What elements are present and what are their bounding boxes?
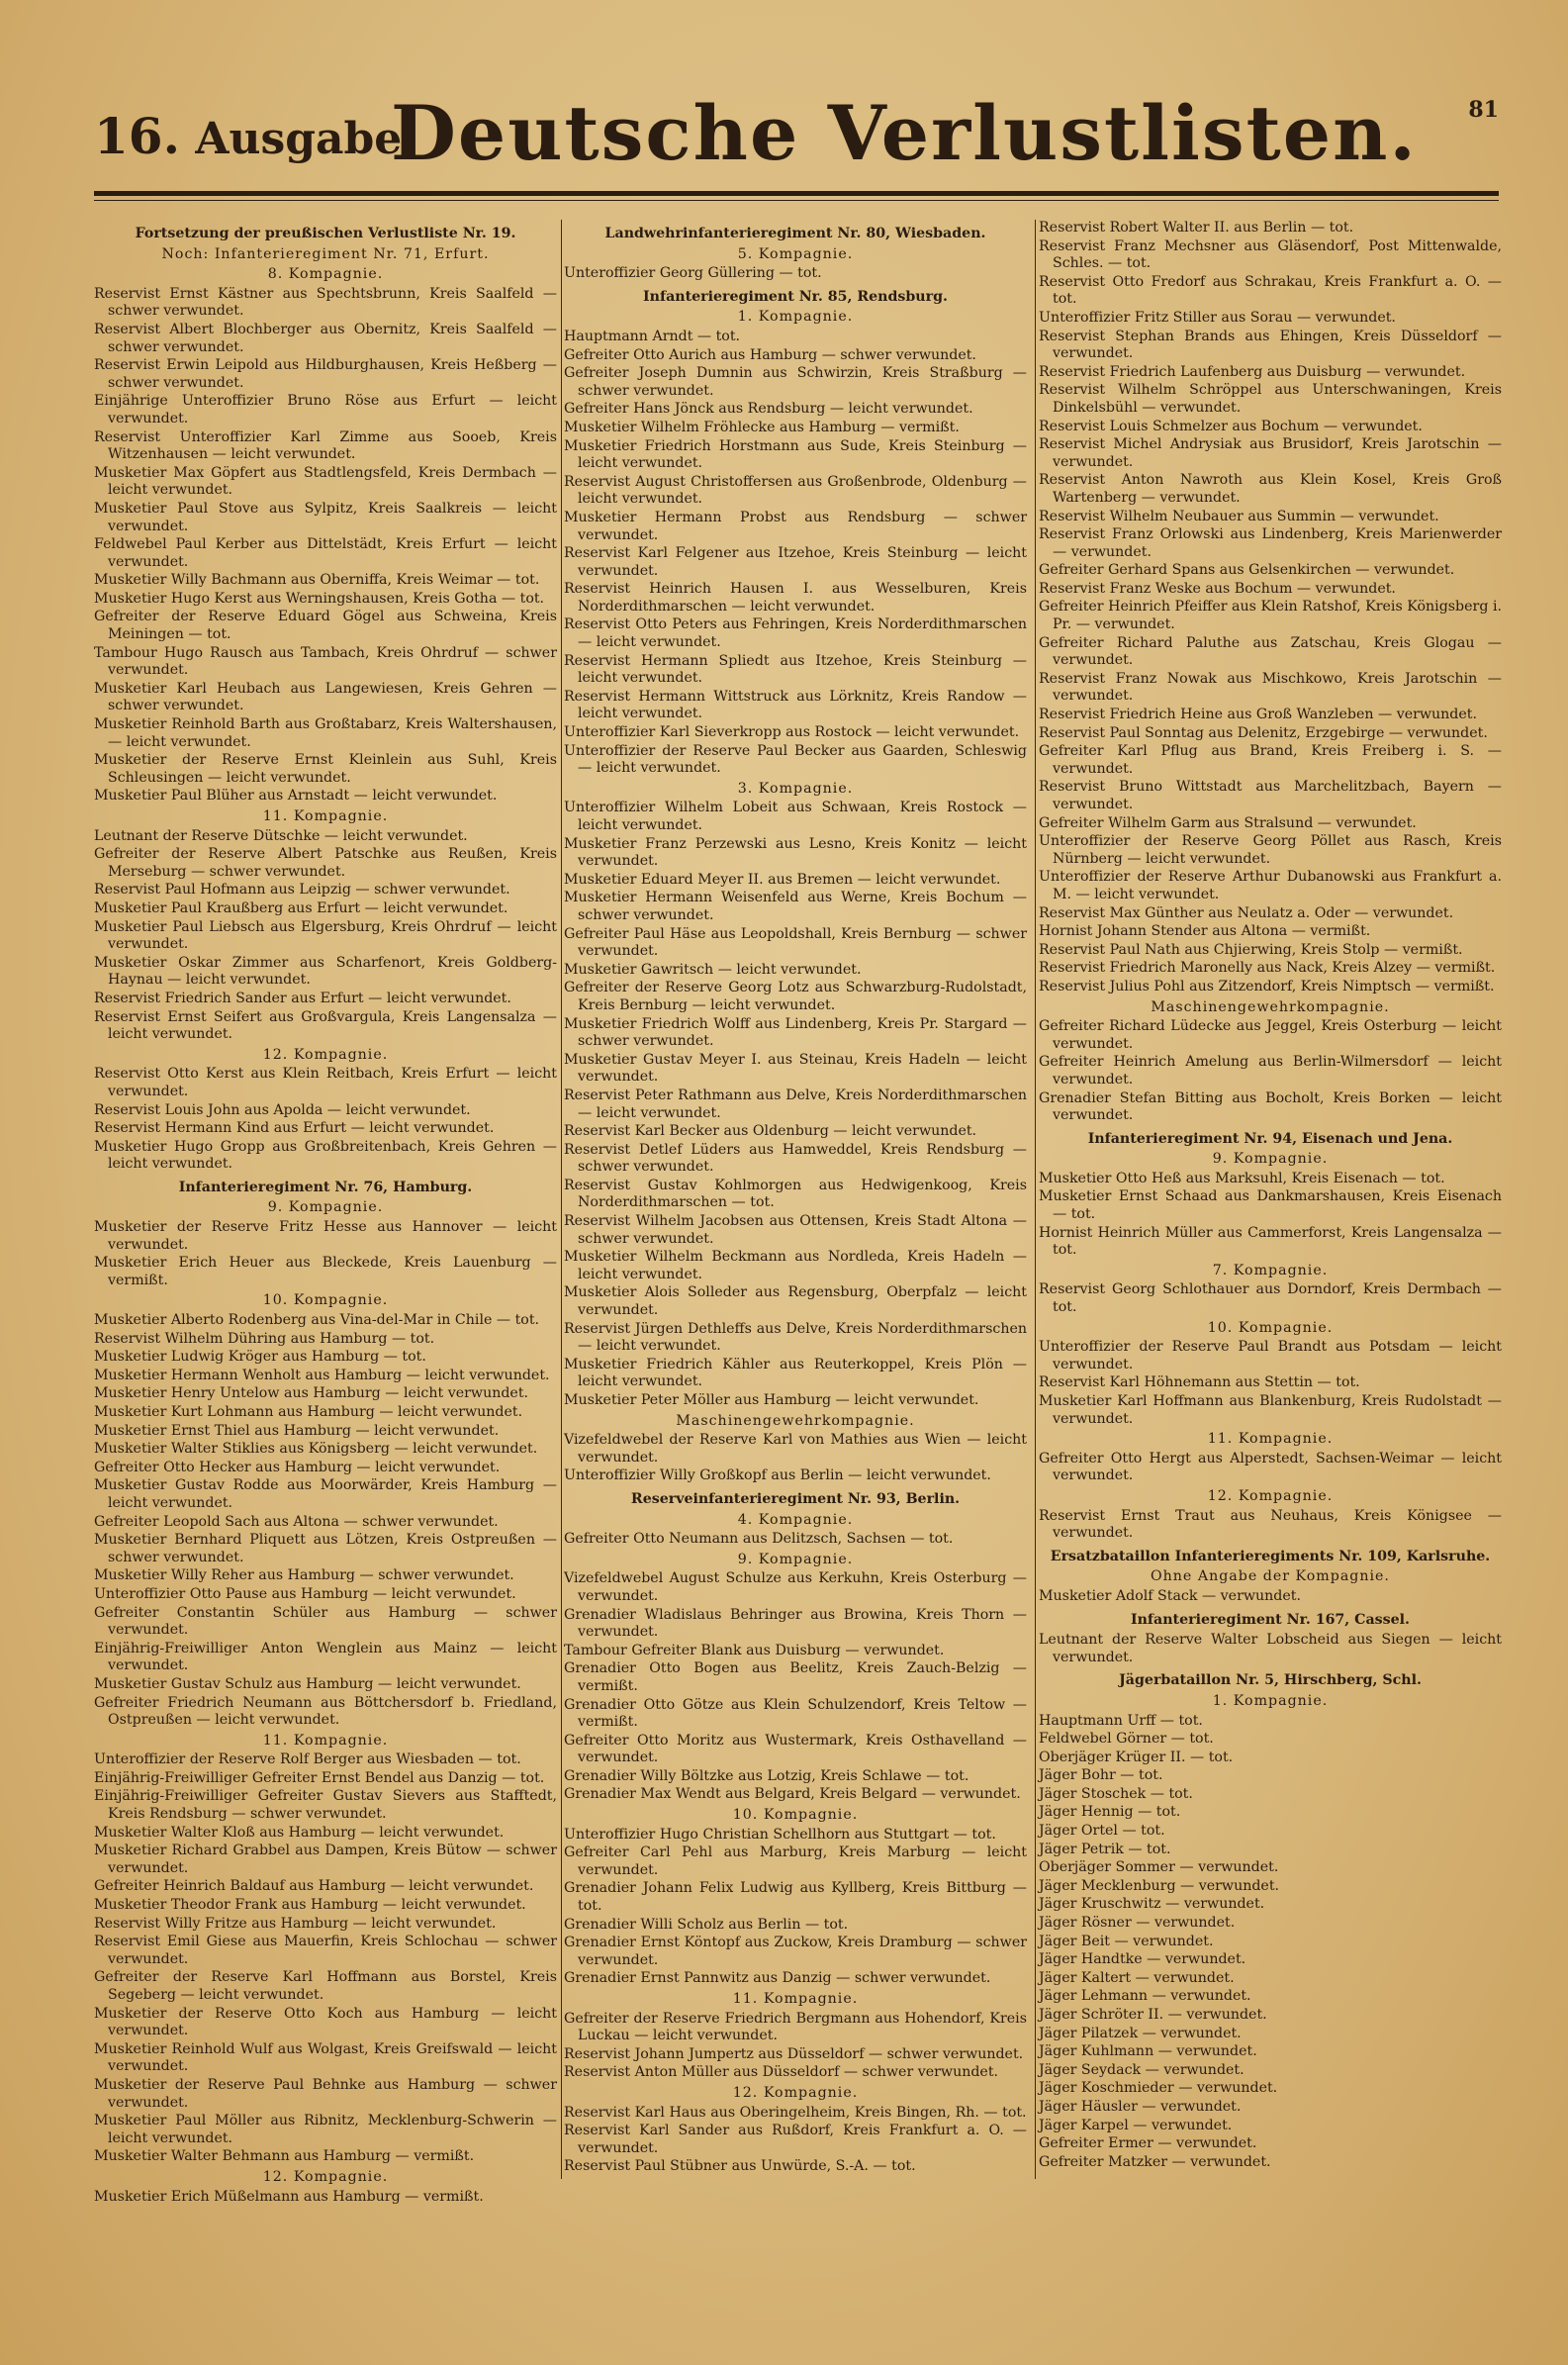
casualty-entry: Jäger Häusler — verwundet. — [1039, 2098, 1242, 2115]
casualty-entry: Jäger Lehmann — verwundet. — [1039, 1988, 1251, 2005]
company-heading: Noch: Infanterieregiment Nr. 71, Erfurt. — [161, 245, 490, 262]
casualty-entry: Gefreiter Otto Neumann aus Delitzsch, Sachsen — tot. — [564, 1531, 954, 1548]
company-heading: 10. Kompagnie. — [262, 1292, 389, 1309]
casualty-entry: Jäger Kaltert — verwundet. — [1039, 1969, 1235, 1986]
masthead — [94, 89, 1499, 178]
casualty-entry: Unteroffizier der Reserve Paul Becker aus Gaarden, Schleswig — leicht verwundet. — [564, 742, 1027, 777]
casualty-entry: Musketier Hermann Probst aus Rendsburg — schwer verwundet. — [564, 509, 1027, 543]
casualty-entry: Reservist Friedrich Heine aus Groß Wanzleben — verwundet. — [1039, 707, 1477, 723]
company-heading: 11. Kompagnie. — [262, 808, 389, 824]
casualty-entry: Reservist Friedrich Sander aus Erfurt — leicht verwundet. — [94, 990, 511, 1006]
casualty-entry: Musketier Ernst Schaad aus Dankmarshausen, Kreis Eisenach — tot. — [1039, 1188, 1502, 1223]
casualty-entry: Unteroffizier Fritz Stiller aus Sorau — verwundet. — [1039, 309, 1396, 326]
casualty-entry: Reservist Karl Becker aus Oldenburg — leicht verwundet. — [564, 1123, 977, 1140]
casualty-entry: Jäger Handtke — verwundet. — [1039, 1951, 1246, 1968]
company-heading: 8. Kompagnie. — [267, 266, 384, 283]
casualty-entry: Musketier Reinhold Barth aus Großtabarz, Kreis Waltershausen, — leicht verwundet. — [94, 716, 557, 750]
casualty-entry: Grenadier Otto Bogen aus Beelitz, Kreis Zauch-Belzig — vermißt. — [564, 1660, 1027, 1694]
column-3 — [1039, 220, 1502, 2172]
casualty-entry: Jäger Schröter II. — verwundet. — [1039, 2007, 1267, 2023]
casualty-entry: Reservist Karl Höhnemann aus Stettin — tot. — [1039, 1374, 1360, 1391]
casualty-entry: Einjährig-Freiwilliger Gefreiter Ernst Bendel aus Danzig — tot. — [94, 1769, 545, 1786]
casualty-entry: Reservist Bruno Wittstadt aus Marchelitzbach, Bayern — verwundet. — [1039, 779, 1502, 812]
casualty-entry: Reservist Paul Sonntag aus Delenitz, Erzgebirge — verwundet. — [1039, 724, 1488, 741]
casualty-entry: Unteroffizier Otto Pause aus Hamburg — leicht verwundet. — [94, 1585, 516, 1602]
casualty-entry: Jäger Bohr — tot. — [1039, 1767, 1163, 1784]
casualty-entry: Reservist Robert Walter II. aus Berlin — tot. — [1039, 220, 1354, 236]
casualty-entry: Einjährig-Freiwilliger Gefreiter Gustav Sievers aus Stafftedt, Kreis Rendsburg — schwer verwundet. — [94, 1788, 557, 1823]
header-rule-thin — [94, 200, 1499, 201]
casualty-entry: Gefreiter Richard Paluthe aus Zatschau, Kreis Glogau — verwundet. — [1039, 634, 1502, 669]
casualty-entry: Musketier Hermann Wenholt aus Hamburg — leicht verwundet. — [94, 1367, 550, 1383]
page-title: Deutsche Verlustlisten. — [391, 89, 1418, 177]
casualty-entry: Musketier Karl Hoffmann aus Blankenburg, Kreis Rudolstadt — verwundet. — [1039, 1393, 1502, 1427]
casualty-entry: Grenadier Ernst Köntopf aus Zuckow, Kreis Dramburg — schwer verwundet. — [564, 1935, 1027, 1968]
casualty-entry: Jäger Mecklenburg — verwundet. — [1039, 1877, 1280, 1894]
regiment-heading: Infanterieregiment Nr. 85, Rendsburg. — [643, 288, 948, 305]
casualty-entry: Feldwebel Paul Kerber aus Dittelstädt, Kreis Erfurt — leicht verwundet. — [94, 536, 557, 570]
casualty-entry: Jäger Kuhlmann — verwundet. — [1039, 2043, 1257, 2060]
company-heading: 10. Kompagnie. — [732, 1807, 859, 1824]
casualty-entry: Reservist Paul Hofmann aus Leipzig — schwer verwundet. — [94, 882, 510, 899]
casualty-entry: Reservist Stephan Brands aus Ehingen, Kreis Düsseldorf — verwundet. — [1039, 328, 1502, 362]
casualty-entry: Leutnant der Reserve Dütschke — leicht verwundet. — [94, 827, 468, 844]
regiment-heading: Landwehrinfanterieregiment Nr. 80, Wiesbaden. — [604, 226, 986, 241]
casualty-entry: Reservist Heinrich Hausen I. aus Wesselburen, Kreis Norderdithmarschen — leicht verwundet. — [564, 581, 1027, 615]
casualty-entry: Reservist Hermann Wittstruck aus Lörknitz, Kreis Randow — leicht verwundet. — [564, 688, 1027, 722]
casualty-entry: Musketier Richard Grabbel aus Dampen, Kreis Bütow — schwer verwundet. — [94, 1843, 557, 1876]
casualty-entry: Musketier Erich Müßelmann aus Hamburg — vermißt. — [94, 2188, 484, 2205]
regiment-heading: Infanterieregiment Nr. 167, Cassel. — [1130, 1611, 1411, 1628]
company-heading: 12. Kompagnie. — [262, 2168, 389, 2185]
casualty-entry: Musketier der Reserve Fritz Hesse aus Hannover — leicht verwundet. — [94, 1219, 557, 1253]
casualty-entry: Musketier Wilhelm Beckmann aus Nordleda, Kreis Hadeln — leicht verwundet. — [564, 1249, 1027, 1282]
casualty-entry: Unteroffizier Hugo Christian Schellhorn aus Stuttgart — tot. — [564, 1826, 996, 1843]
casualty-entry: Reservist Karl Felgener aus Itzehoe, Kreis Steinburg — leicht verwundet. — [564, 545, 1027, 579]
company-heading: 12. Kompagnie. — [262, 1046, 389, 1063]
casualty-entry: Unteroffizier Karl Sieverkropp aus Rostock — leicht verwundet. — [564, 724, 1020, 741]
company-heading: 9. Kompagnie. — [737, 1551, 854, 1567]
casualty-entry: Reservist Julius Pohl aus Zitzendorf, Kreis Nimptsch — vermißt. — [1039, 978, 1495, 994]
company-heading: 10. Kompagnie. — [1207, 1319, 1334, 1336]
casualty-entry: Jäger Pilatzek — verwundet. — [1039, 2025, 1242, 2041]
casualty-entry: Gefreiter der Reserve Friedrich Bergmann aus Hohendorf, Kreis Luckau — leicht verwundet. — [564, 2010, 1027, 2044]
casualty-entry: Einjährige Unteroffizier Bruno Röse aus Erfurt — leicht verwundet. — [94, 393, 557, 426]
casualty-entry: Reservist Hermann Spliedt aus Itzehoe, Kreis Steinburg — leicht verwundet. — [564, 652, 1027, 687]
casualty-entry: Musketier Henry Untelow aus Hamburg — leicht verwundet. — [94, 1385, 529, 1402]
casualty-entry: Reservist Willy Fritze aus Hamburg — leicht verwundet. — [94, 1915, 497, 1932]
casualty-entry: Jäger Petrik — tot. — [1039, 1841, 1171, 1857]
casualty-entry: Tambour Gefreiter Blank aus Duisburg — verwundet. — [564, 1642, 945, 1658]
casualty-entry: Gefreiter Carl Pehl aus Marburg, Kreis Marburg — leicht verwundet. — [564, 1845, 1027, 1878]
casualty-entry: Musketier Hermann Weisenfeld aus Werne, Kreis Bochum — schwer verwundet. — [564, 890, 1027, 923]
casualty-entry: Einjährig-Freiwilliger Anton Wenglein aus Mainz — leicht verwundet. — [94, 1640, 557, 1674]
company-heading: 11. Kompagnie. — [262, 1732, 389, 1749]
casualty-entry: Reservist Louis Schmelzer aus Bochum — verwundet. — [1039, 418, 1423, 434]
casualty-entry: Hauptmann Urff — tot. — [1039, 1712, 1203, 1729]
company-heading: 4. Kompagnie. — [737, 1511, 854, 1528]
casualty-entry: Gefreiter Joseph Dumnin aus Schwirzin, Kreis Straßburg — schwer verwundet. — [564, 365, 1027, 399]
casualty-entry: Musketier Paul Möller aus Ribnitz, Mecklenburg-Schwerin — leicht verwundet. — [94, 2113, 557, 2146]
casualty-entry: Grenadier Max Wendt aus Belgard, Kreis Belgard — verwundet. — [564, 1786, 1021, 1803]
casualty-entry: Jäger Koschmieder — verwundet. — [1039, 2080, 1278, 2097]
casualty-entry: Musketier Kurt Lohmann aus Hamburg — leicht verwundet. — [94, 1404, 523, 1420]
casualty-entry: Gefreiter Matzker — verwundet. — [1039, 2153, 1271, 2170]
company-heading: 12. Kompagnie. — [1207, 1487, 1334, 1504]
casualty-entry: Musketier Ludwig Kröger aus Hamburg — tot. — [94, 1349, 426, 1366]
page-number: 81 — [1468, 97, 1499, 123]
casualty-entry: Gefreiter Ermer — verwundet. — [1039, 2135, 1257, 2152]
header-rule-thick — [94, 191, 1499, 196]
company-heading: Ohne Angabe der Kompagnie. — [1151, 1568, 1390, 1585]
casualty-entry: Musketier Ernst Thiel aus Hamburg — leicht verwundet. — [94, 1422, 500, 1439]
casualty-entry: Jäger Stoschek — tot. — [1039, 1785, 1193, 1802]
regiment-heading: Jägerbataillon Nr. 5, Hirschberg, Schl. — [1119, 1672, 1422, 1689]
casualty-entry: Reservist Emil Giese aus Mauerfin, Kreis Schlochau — schwer verwundet. — [94, 1934, 557, 1967]
column-2 — [564, 220, 1027, 2177]
casualty-entry: Reservist Jürgen Dethleffs aus Delve, Kreis Norderdithmarschen — leicht verwundet. — [564, 1320, 1027, 1355]
casualty-entry: Reservist Anton Nawroth aus Klein Kosel, Kreis Groß Wartenberg — verwundet. — [1039, 472, 1502, 506]
casualty-entry: Musketier Willy Reher aus Hamburg — schwer verwundet. — [94, 1567, 514, 1584]
company-heading: 9. Kompagnie. — [1212, 1151, 1329, 1168]
casualty-entry: Gefreiter Heinrich Pfeiffer aus Klein Ratshof, Kreis Königsberg i. Pr. — verwundet. — [1039, 599, 1502, 633]
casualty-entry: Musketier Adolf Stack — verwundet. — [1039, 1587, 1301, 1604]
casualty-entry: Reservist Louis John aus Apolda — leicht verwundet. — [94, 1101, 471, 1118]
casualty-entry: Musketier Gustav Rodde aus Moorwärder, Kreis Hamburg — leicht verwundet. — [94, 1477, 557, 1511]
casualty-entry: Musketier Erich Heuer aus Bleckede, Kreis Lauenburg — vermißt. — [94, 1255, 557, 1288]
casualty-entry: Reservist Anton Müller aus Düsseldorf — schwer verwundet. — [564, 2064, 999, 2081]
columns — [94, 220, 1502, 2205]
casualty-entry: Musketier Alberto Rodenberg aus Vina-del-Mar in Chile — tot. — [94, 1312, 540, 1329]
casualty-entry: Reservist Wilhelm Jacobsen aus Ottensen, Kreis Stadt Altona — schwer verwundet. — [564, 1213, 1027, 1247]
casualty-entry: Reservist Friedrich Laufenberg aus Duisburg — verwundet. — [1039, 363, 1466, 380]
casualty-entry: Reservist Wilhelm Schröppel aus Unterschwaningen, Kreis Dinkelsbühl — verwundet. — [1039, 382, 1502, 416]
casualty-entry: Reservist Paul Stübner aus Unwürde, S.-A. — tot. — [564, 2158, 916, 2175]
casualty-entry: Musketier Walter Kloß aus Hamburg — leicht verwundet. — [94, 1824, 505, 1841]
casualty-entry: Vizefeldwebel der Reserve Karl von Mathies aus Wien — leicht verwundet. — [564, 1432, 1027, 1466]
casualty-entry: Hauptmann Arndt — tot. — [564, 328, 741, 344]
casualty-entry: Gefreiter Otto Moritz aus Wustermark, Kreis Osthavelland — verwundet. — [564, 1732, 1027, 1766]
casualty-entry: Grenadier Willy Böltzke aus Lotzig, Kreis Schlawe — tot. — [564, 1767, 969, 1784]
issue-number: 16. — [94, 107, 180, 165]
casualty-entry: Reservist Max Günther aus Neulatz a. Oder — verwundet. — [1039, 904, 1454, 921]
casualty-entry: Musketier Hugo Kerst aus Werningshausen, Kreis Gotha — tot. — [94, 590, 545, 607]
casualty-entry: Musketier Gawritsch — leicht verwundet. — [564, 961, 862, 978]
casualty-entry: Gefreiter der Reserve Karl Hoffmann aus Borstel, Kreis Segeberg — leicht verwundet. — [94, 1969, 557, 2003]
casualty-entry: Reservist Johann Jumpertz aus Düsseldorf — schwer verwundet. — [564, 2045, 1024, 2062]
casualty-entry: Gefreiter der Reserve Georg Lotz aus Schwarzburg-Rudolstadt, Kreis Bernburg — leicht verwundet. — [564, 980, 1027, 1013]
casualty-entry: Musketier Paul Stove aus Sylpitz, Kreis Saalkreis — leicht verwundet. — [94, 500, 557, 534]
casualty-entry: Oberjäger Sommer — verwundet. — [1039, 1859, 1279, 1876]
casualty-entry: Feldwebel Görner — tot. — [1039, 1731, 1214, 1748]
casualty-entry: Musketier der Reserve Paul Behnke aus Hamburg — schwer verwundet. — [94, 2076, 557, 2111]
casualty-entry: Grenadier Otto Götze aus Klein Schulzendorf, Kreis Teltow — vermißt. — [564, 1696, 1027, 1731]
company-heading: 5. Kompagnie. — [737, 245, 854, 262]
casualty-entry: Musketier Willy Bachmann aus Oberniffa, Kreis Weimar — tot. — [94, 572, 540, 589]
casualty-entry: Musketier Gustav Schulz aus Hamburg — leicht verwundet. — [94, 1675, 521, 1692]
casualty-entry: Musketier Paul Liebsch aus Elgersburg, Kreis Ohrdruf — leicht verwundet. — [94, 918, 557, 953]
casualty-entry: Musketier Friedrich Kähler aus Reuterkoppel, Kreis Plön — leicht verwundet. — [564, 1356, 1027, 1390]
casualty-entry: Reservist Wilhelm Dühring aus Hamburg — tot. — [94, 1330, 435, 1347]
casualty-entry: Reservist Albert Blochberger aus Obernitz, Kreis Saalfeld — schwer verwundet. — [94, 321, 557, 355]
casualty-entry: Musketier Bernhard Pliquett aus Lötzen, Kreis Ostpreußen — schwer verwundet. — [94, 1532, 557, 1565]
casualty-entry: Musketier Karl Heubach aus Langewiesen, Kreis Gehren — schwer verwundet. — [94, 680, 557, 714]
company-heading: 11. Kompagnie. — [1207, 1431, 1334, 1448]
casualty-entry: Hornist Heinrich Müller aus Cammerforst, Kreis Langensalza — tot. — [1039, 1224, 1502, 1259]
casualty-entry: Reservist Franz Nowak aus Mischkowo, Kreis Jarotschin — verwundet. — [1039, 670, 1502, 705]
casualty-entry: Musketier Paul Kraußberg aus Erfurt — leicht verwundet. — [94, 899, 508, 916]
casualty-entry: Gefreiter Hans Jönck aus Rendsburg — leicht verwundet. — [564, 401, 973, 418]
casualty-entry: Gefreiter Wilhelm Garm aus Stralsund — verwundet. — [1039, 814, 1417, 831]
casualty-entry: Reservist Peter Rathmann aus Delve, Kreis Norderdithmarschen — leicht verwundet. — [564, 1087, 1027, 1121]
casualty-entry: Reservist Gustav Kohlmorgen aus Hedwigenkoog, Kreis Norderdithmarschen — tot. — [564, 1177, 1027, 1211]
casualty-entry: Musketier Walter Behmann aus Hamburg — vermißt. — [94, 2148, 475, 2165]
casualty-entry: Musketier Friedrich Horstmann aus Sude, Kreis Steinburg — leicht verwundet. — [564, 437, 1027, 472]
casualty-entry: Reservist Unteroffizier Karl Zimme aus Sooeb, Kreis Witzenhausen — leicht verwundet. — [94, 428, 557, 463]
company-heading: 7. Kompagnie. — [1212, 1262, 1329, 1278]
casualty-entry: Musketier Friedrich Wolff aus Lindenberg, Kreis Pr. Stargard — schwer verwundet. — [564, 1015, 1027, 1050]
casualty-entry: Musketier Alois Solleder aus Regensburg, Oberpfalz — leicht verwundet. — [564, 1284, 1027, 1319]
casualty-entry: Unteroffizier Georg Güllering — tot. — [564, 265, 822, 282]
casualty-entry: Reservist Erwin Leipold aus Hildburghausen, Kreis Heßberg — schwer verwundet. — [94, 357, 557, 391]
casualty-entry: Gefreiter Paul Häse aus Leopoldshall, Kreis Bernburg — schwer verwundet. — [564, 925, 1027, 960]
casualty-entry: Gefreiter Gerhard Spans aus Gelsenkirchen — verwundet. — [1039, 562, 1455, 579]
company-heading: Maschinengewehrkompagnie. — [1151, 998, 1390, 1015]
casualty-entry: Reservist Georg Schlothauer aus Dorndorf, Kreis Dermbach — tot. — [1039, 1281, 1502, 1316]
casualty-entry: Jäger Kruschwitz — verwundet. — [1039, 1896, 1265, 1913]
casualty-entry: Jäger Ortel — tot. — [1039, 1823, 1165, 1840]
casualty-entry: Reservist Paul Nath aus Chjierwing, Kreis Stolp — vermißt. — [1039, 941, 1463, 958]
issue-word: Ausgabe. — [195, 114, 417, 164]
casualty-entry: Unteroffizier der Reserve Georg Pöllet aus Rasch, Kreis Nürnberg — leicht verwundet. — [1039, 833, 1502, 867]
casualty-entry: Leutnant der Reserve Walter Lobscheid aus Siegen — leicht verwundet. — [1039, 1632, 1502, 1665]
casualty-entry: Musketier Max Göpfert aus Stadtlengsfeld, Kreis Dermbach — leicht verwundet. — [94, 464, 557, 499]
regiment-heading: Fortsetzung der preußischen Verlustliste Nr. 19. — [135, 226, 516, 241]
casualty-entry: Gefreiter der Reserve Eduard Gögel aus Schweina, Kreis Meiningen — tot. — [94, 609, 557, 643]
casualty-entry: Gefreiter Heinrich Amelung aus Berlin-Wilmersdorf — leicht verwundet. — [1039, 1054, 1502, 1088]
casualty-entry: Gefreiter Karl Pflug aus Brand, Kreis Freiberg i. S. — verwundet. — [1039, 743, 1502, 777]
casualty-entry: Musketier Peter Möller aus Hamburg — leicht verwundet. — [564, 1392, 979, 1408]
casualty-entry: Reservist Friedrich Maronelly aus Nack, Kreis Alzey — vermißt. — [1039, 960, 1496, 977]
casualty-entry: Grenadier Stefan Bitting aus Bocholt, Kreis Borken — leicht verwundet. — [1039, 1089, 1502, 1124]
casualty-entry: Reservist Otto Peters aus Fehringen, Kreis Norderdithmarschen — leicht verwundet. — [564, 616, 1027, 651]
company-heading: 9. Kompagnie. — [267, 1199, 384, 1216]
casualty-entry: Oberjäger Krüger II. — tot. — [1039, 1749, 1234, 1765]
casualty-entry: Gefreiter Heinrich Baldauf aus Hamburg — leicht verwundet. — [94, 1878, 534, 1895]
casualty-entry: Musketier Theodor Frank aus Hamburg — leicht verwundet. — [94, 1897, 526, 1914]
casualty-entry: Unteroffizier der Reserve Arthur Dubanowski aus Frankfurt a. M. — leicht verwundet. — [1039, 869, 1502, 902]
casualty-entry: Reservist Karl Haus aus Oberingelheim, Kreis Bingen, Rh. — tot. — [564, 2104, 1027, 2121]
casualty-entry: Reservist Ernst Kästner aus Spechtsbrunn, Kreis Saalfeld — schwer verwundet. — [94, 285, 557, 320]
casualty-entry: Jäger Hennig — tot. — [1039, 1804, 1181, 1821]
casualty-entry: Reservist Franz Orlowski aus Lindenberg, Kreis Marienwerder — verwundet. — [1039, 526, 1502, 560]
column-1 — [94, 220, 557, 2207]
casualty-entry: Reservist Ernst Traut aus Neuhaus, Kreis Königsee — verwundet. — [1039, 1507, 1502, 1542]
casualty-entry: Reservist Franz Weske aus Bochum — verwundet. — [1039, 580, 1396, 597]
casualty-entry: Unteroffizier Wilhelm Lobeit aus Schwaan, Kreis Rostock — leicht verwundet. — [564, 800, 1027, 833]
regiment-heading: Ersatzbataillon Infanterieregiments Nr. 109, Karlsruhe. — [1050, 1548, 1491, 1564]
regiment-heading: Infanterieregiment Nr. 76, Hamburg. — [178, 1179, 473, 1195]
casualty-entry: Jäger Karpel — verwundet. — [1039, 2117, 1233, 2133]
casualty-entry: Musketier Gustav Meyer I. aus Steinau, Kreis Hadeln — leicht verwundet. — [564, 1051, 1027, 1086]
casualty-entry: Gefreiter Richard Lüdecke aus Jeggel, Kreis Osterburg — leicht verwundet. — [1039, 1018, 1502, 1052]
company-heading: 11. Kompagnie. — [732, 1991, 859, 2007]
casualty-entry: Reservist Wilhelm Neubauer aus Summin — verwundet. — [1039, 508, 1439, 524]
casualty-entry: Grenadier Ernst Pannwitz aus Danzig — schwer verwundet. — [564, 1970, 991, 1987]
casualty-entry: Jäger Beit — verwundet. — [1039, 1933, 1214, 1949]
casualty-entry: Reservist Michel Andrysiak aus Brusidorf, Kreis Jarotschin — verwundet. — [1039, 436, 1502, 470]
casualty-entry: Reservist August Christoffersen aus Großenbrode, Oldenburg — leicht verwundet. — [564, 473, 1027, 508]
casualty-entry: Reservist Ernst Seifert aus Großvargula, Kreis Langensalza — leicht verwundet. — [94, 1008, 557, 1043]
casualty-entry: Gefreiter der Reserve Albert Patschke aus Reußen, Kreis Merseburg — schwer verwundet. — [94, 846, 557, 880]
company-heading: 1. Kompagnie. — [737, 309, 854, 326]
company-heading: 3. Kompagnie. — [737, 780, 854, 797]
casualty-entry: Musketier der Reserve Ernst Kleinlein aus Suhl, Kreis Schleusingen — leicht verwundet. — [94, 752, 557, 786]
regiment-heading: Reserveinfanterieregiment Nr. 93, Berlin. — [630, 1490, 961, 1507]
casualty-entry: Musketier Paul Blüher aus Arnstadt — leicht verwundet. — [94, 788, 498, 804]
casualty-entry: Reservist Detlef Lüders aus Hamweddel, Kreis Rendsburg — schwer verwundet. — [564, 1141, 1027, 1176]
casualty-entry: Reservist Otto Fredorf aus Schrakau, Kreis Frankfurt a. O. — tot. — [1039, 273, 1502, 308]
casualty-entry: Musketier Otto Heß aus Marksuhl, Kreis Eisenach — tot. — [1039, 1170, 1445, 1186]
casualty-entry: Vizefeldwebel August Schulze aus Kerkuhn, Kreis Osterburg — verwundet. — [564, 1570, 1027, 1604]
casualty-entry: Unteroffizier der Reserve Paul Brandt aus Potsdam — leicht verwundet. — [1039, 1339, 1502, 1372]
company-heading: 1. Kompagnie. — [1212, 1692, 1329, 1709]
casualty-entry: Musketier Reinhold Wulf aus Wolgast, Kreis Greifswald — leicht verwundet. — [94, 2040, 557, 2075]
casualty-entry: Reservist Hermann Kind aus Erfurt — leicht verwundet. — [94, 1120, 495, 1137]
casualty-entry: Reservist Otto Kerst aus Klein Reitbach, Kreis Erfurt — leicht verwundet. — [94, 1066, 557, 1099]
company-heading: 12. Kompagnie. — [732, 2084, 859, 2101]
casualty-entry: Reservist Karl Sander aus Rußdorf, Kreis Frankfurt a. O. — verwundet. — [564, 2123, 1027, 2156]
casualty-entry: Gefreiter Friedrich Neumann aus Böttchersdorf b. Friedland, Ostpreußen — leicht verwundet. — [94, 1694, 557, 1729]
casualty-entry: Musketier Walter Stiklies aus Königsberg — leicht verwundet. — [94, 1441, 538, 1458]
casualty-entry: Grenadier Wladislaus Behringer aus Browina, Kreis Thorn — verwundet. — [564, 1606, 1027, 1641]
casualty-entry: Unteroffizier Willy Großkopf aus Berlin — leicht verwundet. — [564, 1467, 991, 1484]
casualty-entry: Jäger Rösner — verwundet. — [1039, 1915, 1236, 1932]
casualty-entry: Musketier Oskar Zimmer aus Scharfenort, Kreis Goldberg-Haynau — leicht verwundet. — [94, 954, 557, 989]
casualty-entry: Musketier Franz Perzewski aus Lesno, Kreis Konitz — leicht verwundet. — [564, 835, 1027, 870]
casualty-entry: Gefreiter Constantin Schüler aus Hamburg — schwer verwundet. — [94, 1604, 557, 1639]
casualty-entry: Hornist Johann Stender aus Altona — vermißt. — [1039, 923, 1371, 940]
casualty-entry: Reservist Franz Mechsner aus Gläsendorf, Post Mittenwalde, Schles. — tot. — [1039, 237, 1502, 272]
casualty-entry: Musketier der Reserve Otto Koch aus Hamburg — leicht verwundet. — [94, 2005, 557, 2039]
casualty-entry: Grenadier Willi Scholz aus Berlin — tot. — [564, 1916, 849, 1933]
issue-label — [94, 107, 417, 165]
casualty-entry: Gefreiter Leopold Sach aus Altona — schwer verwundet. — [94, 1513, 499, 1530]
casualty-entry: Gefreiter Otto Hergt aus Alperstedt, Sachsen-Weimar — leicht verwundet. — [1039, 1450, 1502, 1484]
casualty-entry: Jäger Seydack — verwundet. — [1039, 2061, 1245, 2078]
casualty-entry: Musketier Hugo Gropp aus Großbreitenbach, Kreis Gehren — leicht verwundet. — [94, 1138, 557, 1173]
casualty-entry: Tambour Hugo Rausch aus Tambach, Kreis Ohrdruf — schwer verwundet. — [94, 644, 557, 679]
casualty-entry: Musketier Wilhelm Fröhlecke aus Hamburg — vermißt. — [564, 419, 960, 435]
casualty-entry: Musketier Eduard Meyer II. aus Bremen — leicht verwundet. — [564, 871, 1001, 888]
casualty-entry: Grenadier Johann Felix Ludwig aus Kyllberg, Kreis Bittburg — tot. — [564, 1880, 1027, 1915]
casualty-entry: Unteroffizier der Reserve Rolf Berger aus Wiesbaden — tot. — [94, 1751, 521, 1768]
casualty-entry: Gefreiter Otto Hecker aus Hamburg — leicht verwundet. — [94, 1459, 501, 1475]
regiment-heading: Infanterieregiment Nr. 94, Eisenach und Jena. — [1087, 1130, 1453, 1147]
casualty-entry: Gefreiter Otto Aurich aus Hamburg — schwer verwundet. — [564, 346, 976, 363]
company-heading: Maschinengewehrkompagnie. — [676, 1412, 915, 1429]
